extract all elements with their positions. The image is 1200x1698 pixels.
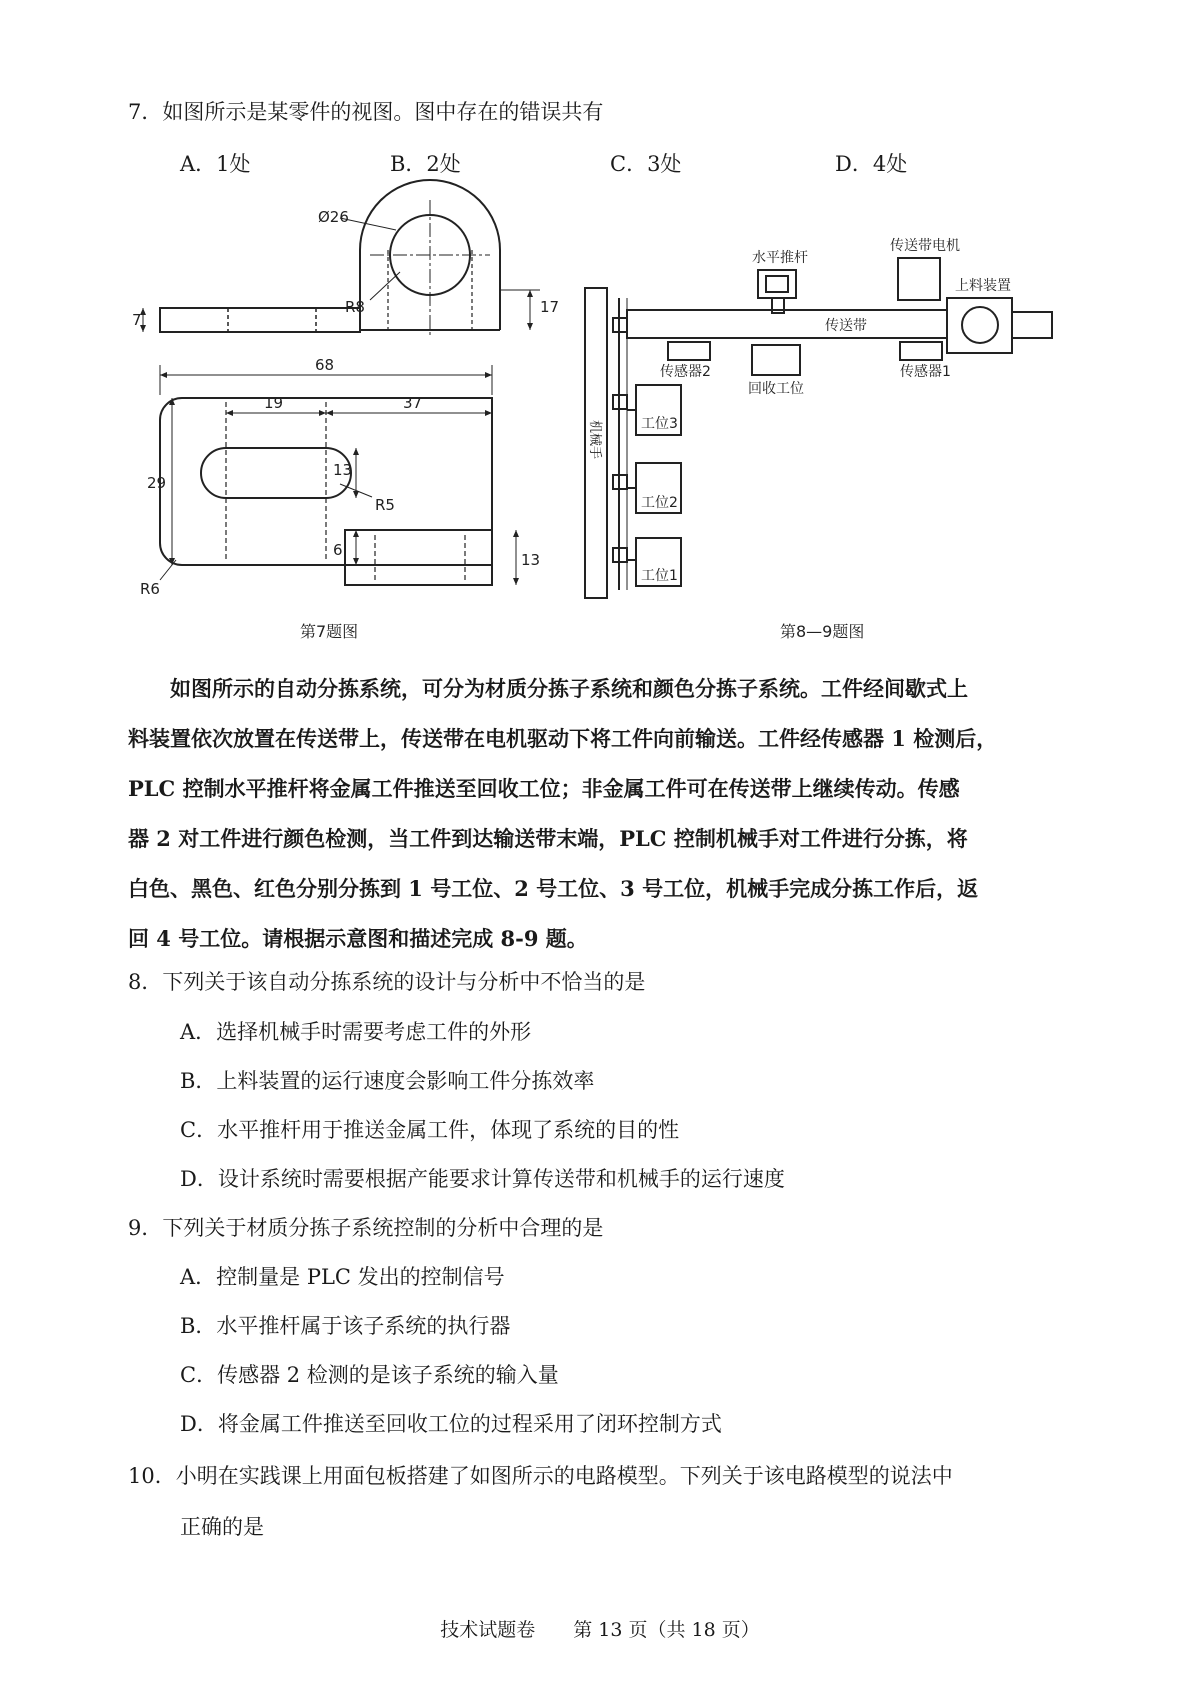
fig7-dim-13b: 13: [521, 551, 541, 569]
passage-line: 器 2 对工件进行颜色检测，当工件到达输送带末端，PLC 控制机械手对工件进行分拣，将: [128, 826, 968, 851]
q10-stem-line1: 10．小明在实践课上用面包板搭建了如图所示的电路模型。下列关于该电路模型的说法中: [128, 1464, 953, 1488]
fig89-labels: [587, 237, 1011, 584]
q9-option-d: D．将金属工件推送至回收工位的过程采用了闭环控制方式: [180, 1412, 722, 1436]
fig7-drawing: [160, 180, 500, 585]
label-robot: 机械手: [587, 420, 602, 460]
q10-stem-line2: 正确的是: [180, 1515, 264, 1539]
label-loader: 上料装置: [955, 278, 1011, 294]
fig7-dim-r8: R8: [345, 298, 365, 316]
fig7-dim-29: 29: [147, 474, 167, 492]
q7-option-d: D．4处: [835, 152, 908, 176]
conveyor-belt: [627, 310, 947, 338]
fig7-dim-phi26: Ø26: [318, 208, 349, 226]
fig7-dim-17: 17: [540, 298, 560, 316]
fig7-dim-7: 7: [132, 311, 142, 329]
label-station3: 工位3: [641, 416, 678, 432]
q9-option-a: A．控制量是 PLC 发出的控制信号: [180, 1265, 505, 1289]
recycle-box: [752, 345, 800, 375]
label-pusher: 水平推杆: [752, 250, 808, 266]
fig7-dim-13a: 13: [333, 461, 353, 479]
fig7-plate-front: [160, 308, 360, 332]
q8-option-d: D．设计系统时需要根据产能要求计算传送带和机械手的运行速度: [180, 1167, 785, 1191]
pusher-box: [758, 270, 796, 298]
q9-option-b: B．水平推杆属于该子系统的执行器: [180, 1314, 511, 1338]
q9-stem: 9．下列关于材质分拣子系统控制的分析中合理的是: [128, 1216, 604, 1240]
label-sensor2: 传感器2: [660, 364, 711, 380]
sensor1-box: [900, 342, 942, 360]
sensor2-box: [668, 342, 710, 360]
fig7-dim-37: 37: [403, 394, 423, 412]
fig7-dim-68: 68: [315, 356, 335, 374]
fig7-caption: 第7题图: [300, 622, 359, 641]
label-recycle: 回收工位: [748, 381, 804, 397]
passage-line: 回 4 号工位。请根据示意图和描述完成 8-9 题。: [128, 926, 588, 951]
q9-option-c: C．传感器 2 检测的是该子系统的输入量: [180, 1363, 559, 1387]
passage-line: 白色、黑色、红色分别分拣到 1 号工位、2 号工位、3 号工位，机械手完成分拣工作后，返: [128, 876, 979, 901]
q8-stem: 8．下列关于该自动分拣系统的设计与分析中不恰当的是: [128, 970, 646, 994]
fig7-dim-19: 19: [264, 394, 284, 412]
passage-line: 如图所示的自动分拣系统，可分为材质分拣子系统和颜色分拣子系统。工件经间歇式上: [170, 676, 968, 701]
q7-option-a: A．1处: [180, 152, 251, 176]
q8-option-a: A．选择机械手时需要考虑工件的外形: [180, 1020, 532, 1044]
passage: [128, 664, 1088, 964]
q8-option-b: B．上料装置的运行速度会影响工件分拣效率: [180, 1069, 595, 1093]
label-station2: 工位2: [641, 495, 678, 511]
label-belt: 传送带: [825, 318, 867, 334]
page-footer: 技术试题卷 第 13 页（共 18 页）: [440, 1619, 760, 1641]
fig7-dim-r6: R6: [140, 580, 160, 598]
fig7-slot: [201, 448, 351, 498]
q8-option-c: C．水平推杆用于推送金属工件，体现了系统的目的性: [180, 1118, 680, 1142]
label-sensor1: 传感器1: [900, 364, 951, 380]
fig7-dim-r5: R5: [375, 496, 395, 514]
q7-stem: 7．如图所示是某零件的视图。图中存在的错误共有: [128, 100, 604, 124]
label-station1: 工位1: [641, 568, 678, 584]
label-motor: 传送带电机: [890, 238, 960, 254]
q7-option-b: B．2处: [390, 152, 461, 176]
fig7-dim-6: 6: [333, 541, 343, 559]
passage-line: 料装置依次放置在传送带上，传送带在电机驱动下将工件向前输送。工件经传感器 1 检测后，: [128, 726, 998, 751]
fig7-lug-top: [345, 530, 492, 585]
passage-line: PLC 控制水平推杆将金属工件推送至回收工位；非金属工件可在传送带上继续传动。传感: [128, 776, 960, 801]
figures-svg: [0, 0, 1200, 641]
q7-option-c: C．3处: [610, 152, 682, 176]
fig89-caption: 第8—9题图: [780, 622, 865, 641]
motor-box: [898, 258, 940, 300]
